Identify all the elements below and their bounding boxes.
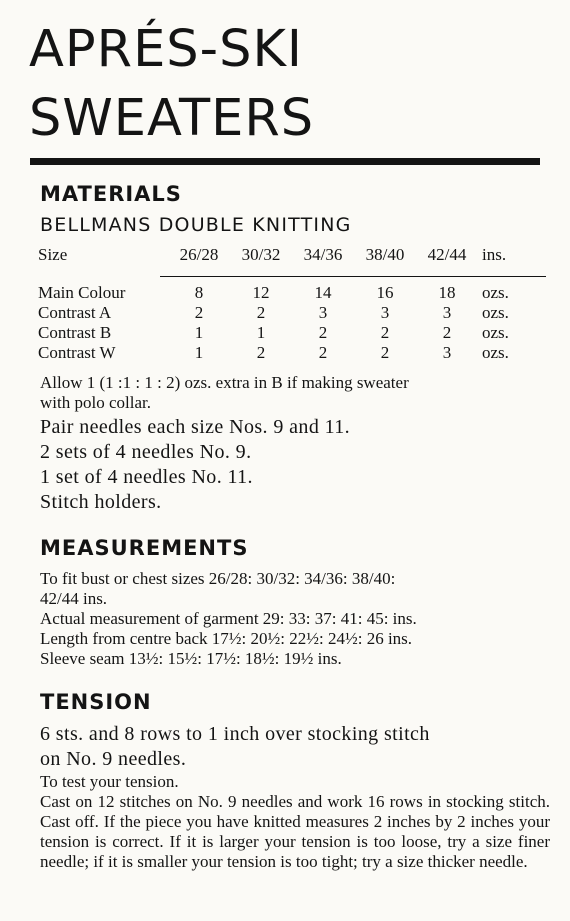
measurement-line: Sleeve seam 13½: 15½: 17½: 18½: 19½ ins. — [40, 649, 342, 668]
cell: 16 — [376, 283, 394, 302]
unit: ozs. — [482, 323, 509, 342]
table-header-row — [38, 245, 548, 273]
table-row — [38, 323, 548, 343]
size-col: 42/44 — [427, 245, 467, 264]
size-unit: ins. — [482, 245, 507, 264]
cell: 2 — [256, 303, 266, 322]
measurement-line: To fit bust or chest sizes 26/28: 30/32: 34/36: 38/40: — [40, 569, 396, 588]
measurement-line: Actual measurement of garment 29: 33: 37: 41: 45: ins. — [40, 609, 417, 628]
unit: ozs. — [482, 303, 509, 322]
cell: 2 — [318, 323, 328, 342]
size-col: 30/32 — [241, 245, 281, 264]
measurements-heading: MEASUREMENTS — [40, 536, 249, 560]
tension-test-label: To test your tension. — [40, 772, 179, 791]
size-label: Size — [38, 245, 68, 264]
table-header-rule — [160, 276, 546, 277]
size-col: 34/36 — [303, 245, 343, 264]
row-label: Contrast B — [38, 323, 112, 342]
unit: ozs. — [482, 343, 509, 362]
needle-item: 1 set of 4 needles No. 11. — [40, 466, 253, 488]
cell: 1 — [256, 323, 266, 342]
table-row — [38, 303, 548, 323]
cell: 3 — [442, 343, 452, 362]
cell: 1 — [194, 323, 204, 342]
table-row — [38, 283, 548, 303]
size-col: 26/28 — [179, 245, 219, 264]
cell: 2 — [380, 343, 390, 362]
size-col: 38/40 — [365, 245, 405, 264]
cell: 2 — [194, 303, 204, 322]
cell: 3 — [318, 303, 328, 322]
measurement-line: Length from centre back 17½: 20½: 22½: 24½: 26 ins. — [40, 629, 413, 648]
cell: 12 — [252, 283, 270, 302]
cell: 2 — [318, 343, 328, 362]
cell: 2 — [256, 343, 266, 362]
yarn-quantity-table — [38, 245, 548, 363]
yarn-name: BELLMANS DOUBLE KNITTING — [40, 214, 352, 236]
allowance-note-cont: with polo collar. — [40, 393, 151, 412]
tension-instructions: Cast on 12 stitches on No. 9 needles and work 16 rows in stocking stitch. Cast off. If the piece you have knitted measures 2 inches by 2 inches your tension is correct. If it is larger your tension is too loose, try a size finer needle; if it is smaller your tension is too tight; try a size thicker needle. — [40, 792, 550, 871]
title-line-2: SWEATERS — [29, 89, 315, 148]
tension-gauge: 6 sts. and 8 rows to 1 inch over stocking stitch — [40, 723, 430, 745]
cell: 14 — [314, 283, 332, 302]
cell: 3 — [380, 303, 390, 322]
row-label: Contrast A — [38, 303, 112, 322]
tension-gauge-cont: on No. 9 needles. — [40, 748, 187, 770]
table-row — [38, 343, 548, 363]
measurement-line: 42/44 ins. — [40, 589, 108, 608]
title-divider — [30, 158, 540, 165]
needle-item: 2 sets of 4 needles No. 9. — [40, 441, 252, 463]
row-label: Main Colour — [38, 283, 126, 302]
cell: 3 — [442, 303, 452, 322]
title-line-1: APRÉS-SKI — [29, 20, 303, 79]
row-label: Contrast W — [38, 343, 116, 362]
allowance-note: Allow 1 (1 :1 : 1 : 2) ozs. extra in B if making sweater — [40, 373, 409, 392]
tension-heading: TENSION — [40, 690, 152, 714]
cell: 8 — [194, 283, 204, 302]
cell: 2 — [442, 323, 452, 342]
unit: ozs. — [482, 283, 509, 302]
cell: 18 — [438, 283, 456, 302]
needle-item: Stitch holders. — [40, 491, 162, 513]
needle-item: Pair needles each size Nos. 9 and 11. — [40, 416, 351, 438]
cell: 1 — [194, 343, 204, 362]
cell: 2 — [380, 323, 390, 342]
materials-heading: MATERIALS — [40, 182, 182, 206]
